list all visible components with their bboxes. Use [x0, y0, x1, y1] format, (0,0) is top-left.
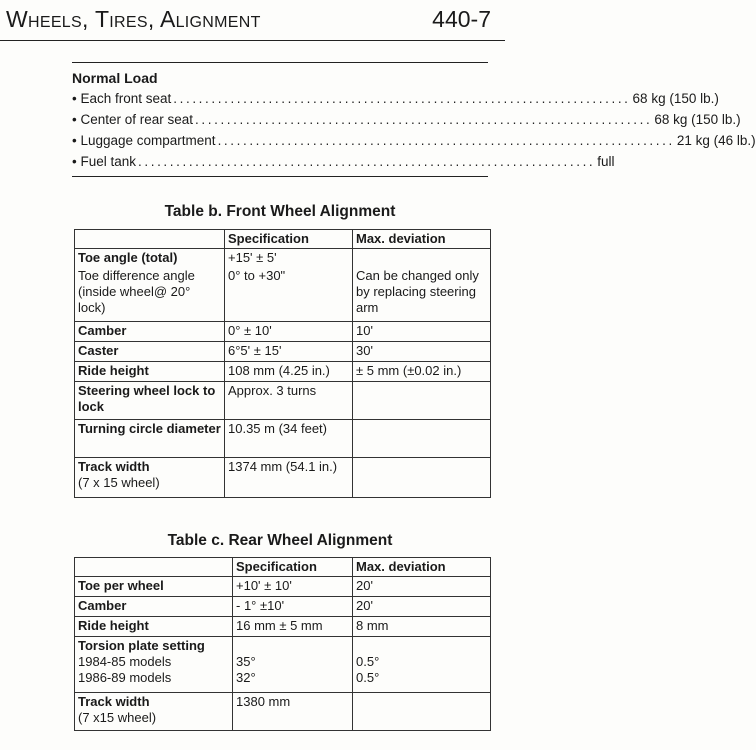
param-sublabel: 1986-89 models — [78, 670, 172, 685]
param-label: Track width — [78, 458, 150, 474]
spec-cell: 6°5' ± 15' — [225, 341, 353, 361]
spec-cell: 10.35 m (34 feet) — [225, 419, 353, 457]
leader-dots: ........................................................................ — [195, 112, 653, 127]
dev-cell: 8 mm — [353, 617, 491, 637]
table-row — [75, 597, 491, 617]
table-row — [75, 419, 491, 457]
param-cell: Toe angle (total) — [75, 249, 225, 268]
dev-cell — [353, 457, 491, 497]
param-cell: Steering wheel lock to lock — [75, 381, 225, 419]
load-item — [72, 151, 615, 172]
dev-cell: Can be changed only by replacing steering arm — [353, 267, 491, 321]
param-cell: Camber — [75, 597, 233, 617]
rear-alignment-table — [74, 557, 491, 731]
param-sublabel: 1984-85 models — [78, 654, 172, 669]
param-cell: Turning circle diameter — [75, 419, 225, 457]
param-cell: Ride height — [75, 617, 233, 637]
table-row — [75, 577, 491, 597]
front-alignment-table — [74, 229, 491, 498]
param-sublabel: (7 x15 wheel) — [78, 710, 157, 725]
dev-cell — [353, 693, 491, 731]
spec-cell: 16 mm ± 5 mm — [233, 617, 353, 637]
spec-cell: - 1° ±10' — [233, 597, 353, 617]
param-cell: Ride height — [75, 361, 225, 381]
dev-cell — [353, 637, 491, 693]
load-value: 68 kg (150 lb.) — [632, 91, 719, 106]
load-label: • Fuel tank — [72, 154, 137, 169]
table-row — [75, 267, 491, 321]
dev-value: 0.5° — [356, 670, 380, 685]
table-row — [75, 457, 491, 497]
load-label: • Luggage compartment — [72, 133, 216, 148]
table-row — [75, 637, 491, 693]
param-cell: Toe difference angle (inside wheel@ 20° lock) — [75, 267, 225, 321]
dev-value: 0.5° — [356, 654, 380, 669]
load-value: 21 kg (46 lb.) — [676, 133, 756, 148]
dev-cell: ± 5 mm (±0.02 in.) — [353, 361, 491, 381]
param-cell — [75, 637, 233, 693]
load-value: full — [597, 154, 615, 169]
load-value: 68 kg (150 lb.) — [654, 112, 741, 127]
table-row — [75, 381, 491, 419]
table-row — [75, 617, 491, 637]
table-header-row — [75, 558, 491, 577]
spec-value: 32° — [236, 670, 256, 685]
header-cell: Specification — [233, 558, 353, 577]
spec-cell: 1374 mm (54.1 in.) — [225, 457, 353, 497]
load-item — [72, 88, 719, 109]
leader-dots: ........................................................................ — [138, 154, 596, 169]
spec-cell — [233, 637, 353, 693]
dev-cell: 20' — [353, 577, 491, 597]
page-header — [0, 0, 505, 41]
dev-value — [356, 638, 487, 654]
param-sublabel: (7 x 15 wheel) — [78, 474, 160, 490]
spec-cell: Approx. 3 turns — [225, 381, 353, 419]
load-item — [72, 109, 741, 130]
param-cell — [75, 693, 233, 731]
dev-cell — [353, 381, 491, 419]
table-header-row — [75, 230, 491, 249]
header-cell: Max. deviation — [353, 230, 491, 249]
param-label: Torsion plate setting — [78, 638, 205, 653]
load-item — [72, 130, 756, 151]
dev-cell — [353, 249, 491, 268]
spec-cell: 0° ± 10' — [225, 321, 353, 341]
spec-cell: 1380 mm — [233, 693, 353, 731]
load-label: • Each front seat — [72, 91, 172, 106]
dev-cell: 10' — [353, 321, 491, 341]
table-row — [75, 361, 491, 381]
dev-cell: 20' — [353, 597, 491, 617]
table-row — [75, 693, 491, 731]
chapter-title: Wheels, Tires, Alignment — [6, 6, 261, 32]
dev-cell: 30' — [353, 341, 491, 361]
spec-cell: +15' ± 5' — [225, 249, 353, 268]
param-cell: Toe per wheel — [75, 577, 233, 597]
front-table-title: Table b. Front Wheel Alignment — [164, 203, 396, 220]
rear-table-title: Table c. Rear Wheel Alignment — [167, 532, 393, 549]
param-cell: Camber — [75, 321, 225, 341]
spec-cell: 108 mm (4.25 in.) — [225, 361, 353, 381]
load-label: • Center of rear seat — [72, 112, 194, 127]
page-number: 440-7 — [432, 6, 491, 32]
param-cell: Caster — [75, 341, 225, 361]
spec-cell: +10' ± 10' — [233, 577, 353, 597]
header-cell — [75, 558, 233, 577]
leader-dots: ........................................................................ — [217, 133, 675, 148]
table-row — [75, 321, 491, 341]
header-cell: Specification — [225, 230, 353, 249]
normal-load-title: Normal Load — [72, 70, 158, 86]
normal-load-box — [72, 62, 756, 177]
table-row — [75, 341, 491, 361]
leader-dots: ........................................................................ — [173, 91, 631, 106]
spec-value: 35° — [236, 654, 256, 669]
header-cell: Max. deviation — [353, 558, 491, 577]
table-row — [75, 249, 491, 268]
spec-value — [236, 638, 349, 654]
param-cell — [75, 457, 225, 497]
header-cell — [75, 230, 225, 249]
dev-cell — [353, 419, 491, 457]
spec-cell: 0° to +30" — [225, 267, 353, 321]
param-label: Track width — [78, 694, 150, 709]
